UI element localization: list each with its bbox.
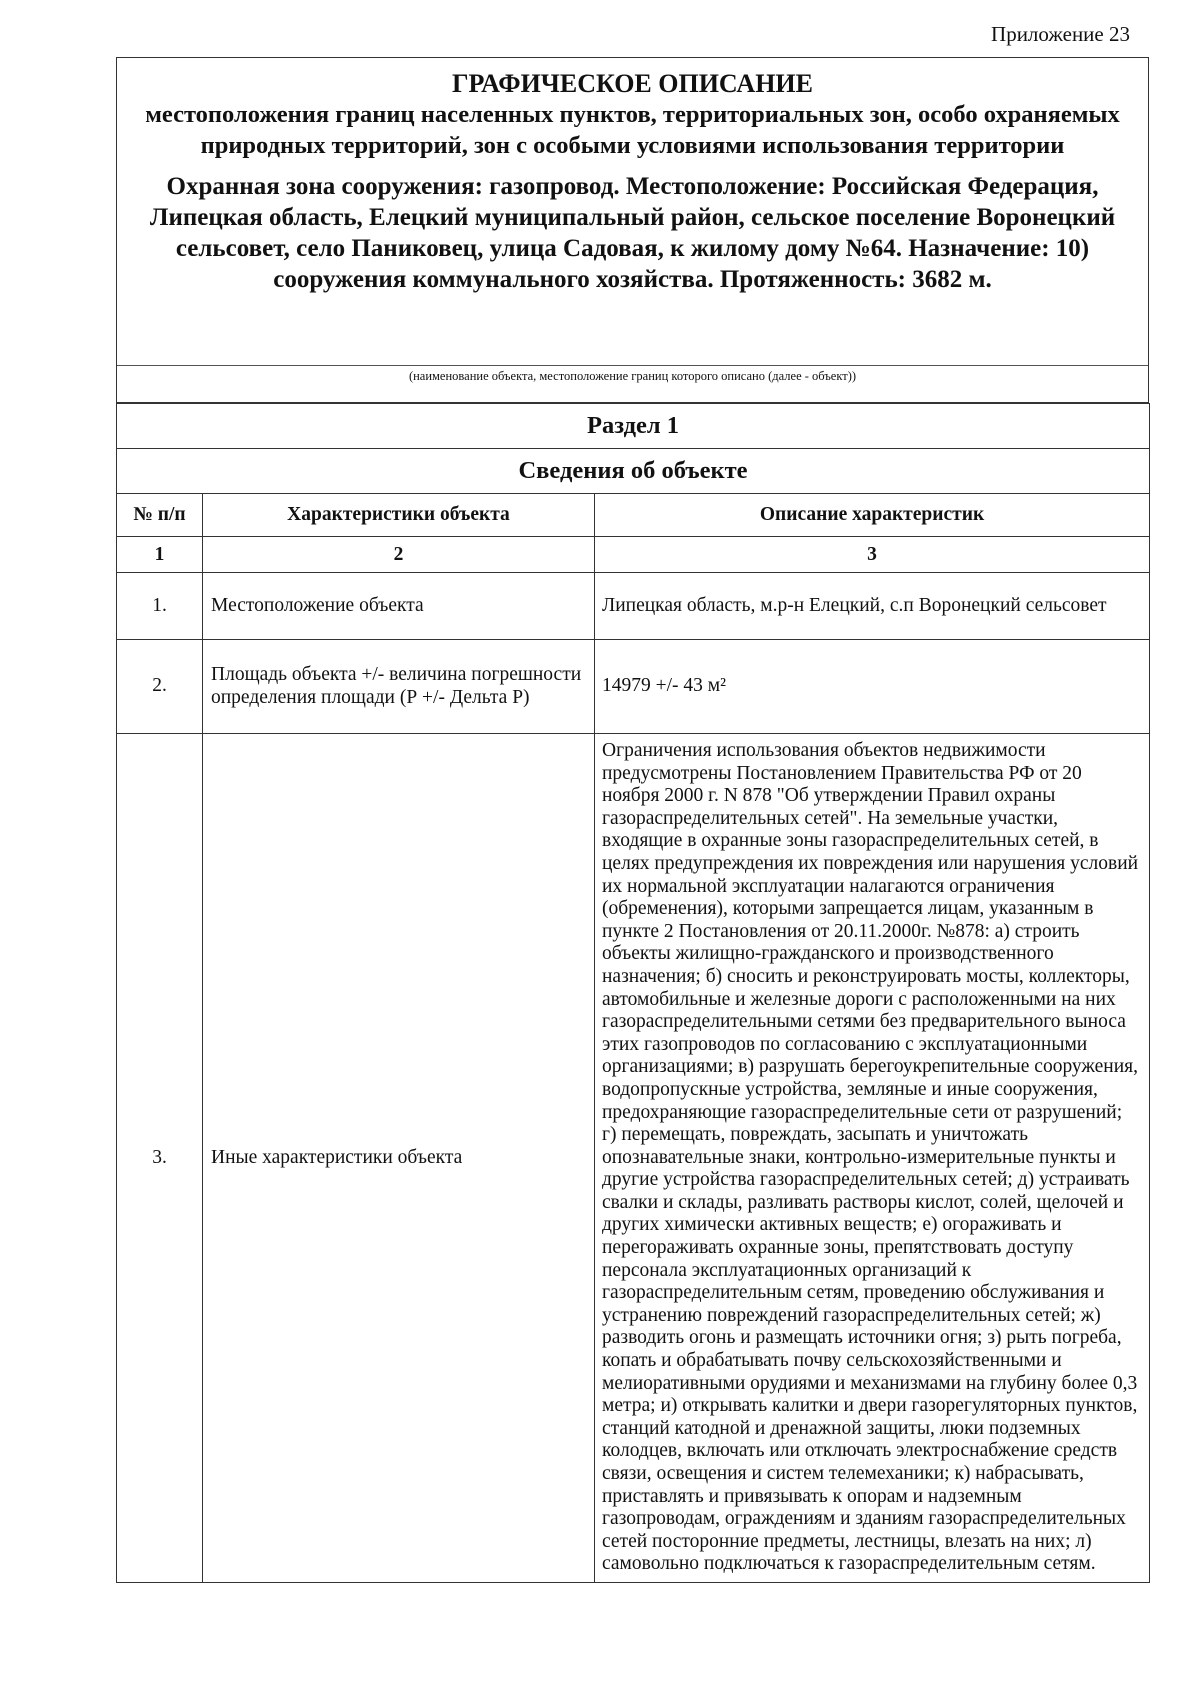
caption-divider (117, 365, 1148, 366)
row-number: 1. (117, 573, 203, 640)
row-characteristic: Иные характеристики объекта (203, 734, 595, 1583)
section-title: Раздел 1 (117, 404, 1150, 449)
object-caption: (наименование объекта, местоположение границ которого описано (далее - объект)) (408, 369, 857, 383)
table-row (117, 573, 1150, 640)
appendix-label: Приложение 23 (991, 22, 1130, 46)
column-number: 3 (595, 537, 1150, 573)
table-header-row (117, 494, 1150, 537)
row-characteristic: Площадь объекта +/- величина погрешности определения площади (Р +/- Дельта Р) (203, 640, 595, 734)
row-description: Ограничения использования объектов недвижимости предусмотрены Постановлением Правительства РФ от 20 ноября 2000 г. N 878 "Об утверждении Правил охраны газораспределительных сетей". На земельные участки, входящие в охранные зоны газораспределительных сетей, в целях предупреждения их повреждения или нарушения условий их нормальной эксплуатации налагаются ограничения (обременения), которыми запрещается лицам, указанным в пункте 2 Постановления от 20.11.2000г. №878: а) строить объекты жилищно-гражданского и производственного назначения; б) сносить и реконструировать мосты, коллекторы, автомобильные и железные дороги с расположенными на них газораспределительными сетями без предварительного выноса этих газопроводов по согласованию с эксплуатационными организациями; в) разрушать берегоукрепительные сооружения, водопропускные устройства, земляные и иные сооружения, предохраняющие газораспределительные сети от разрушений; г) перемещать, повреждать, засыпать и уничтожать опознавательные знаки, контрольно-измерительные пункты и другие устройства газораспределительных сетей; д) устраивать свалки и склады, разливать растворы кислот, солей, щелочей и других химически активных веществ; е) огораживать и перегораживать охранные зоны, препятствовать доступу персонала эксплуатационных организаций к газораспределительным сетям, проведению обслуживания и устранению повреждений газораспределительных сетей; ж) разводить огонь и размещать источники огня; з) рыть погреба, копать и обрабатывать почву сельскохозяйственными и мелиоративными орудиями и механизмами на глубину более 0,3 метра; и) открывать калитки и двери газорегуляторных пунктов, станций катодной и дренажной защиты, люки подземных колодцев, включать или отключать электроснабжение средств связи, освещения и систем телемеханики; к) набрасывать, приставлять и привязывать к опорам и надземным газопроводам, ограждениям и зданиям газораспределительных сетей посторонние предметы, лестницы, влезать на них; л) самовольно подключаться к газораспределительным сетям. (595, 734, 1150, 1583)
table-row (117, 734, 1150, 1583)
column-number: 1 (117, 537, 203, 573)
table-row (117, 640, 1150, 734)
row-description: 14979 +/- 43 м² (595, 640, 1150, 734)
row-characteristic: Местоположение объекта (203, 573, 595, 640)
section-subtitle: Сведения об объекте (117, 449, 1150, 494)
column-number: 2 (203, 537, 595, 573)
column-header-number: № п/п (117, 494, 203, 537)
row-number: 3. (117, 734, 203, 1583)
row-description: Липецкая область, м.р-н Елецкий, с.п Воронецкий сельсовет (595, 573, 1150, 640)
row-number: 2. (117, 640, 203, 734)
object-info-table (116, 403, 1150, 1583)
document-title: ГРАФИЧЕСКОЕ ОПИСАНИЕ (452, 69, 813, 98)
column-header-characteristics: Характеристики объекта (203, 494, 595, 537)
column-header-description: Описание характеристик (595, 494, 1150, 537)
document-subtitle: местоположения границ населенных пунктов, территориальных зон, особо охраняемых природных территорий, зон с особыми условиями использования территории (145, 101, 1120, 159)
object-name: Охранная зона сооружения: газопровод. Местоположение: Российская Федерация, Липецкая область, Елецкий муниципальный район, сельское поселение Воронецкий сельсовет, село Паниковец, улица Садовая, к жилому дому №64. Назначение: 10) сооружения коммунального хозяйства. Протяженность: 3682 м. (149, 173, 1116, 293)
document-header (116, 57, 1149, 403)
column-number-row (117, 537, 1150, 573)
